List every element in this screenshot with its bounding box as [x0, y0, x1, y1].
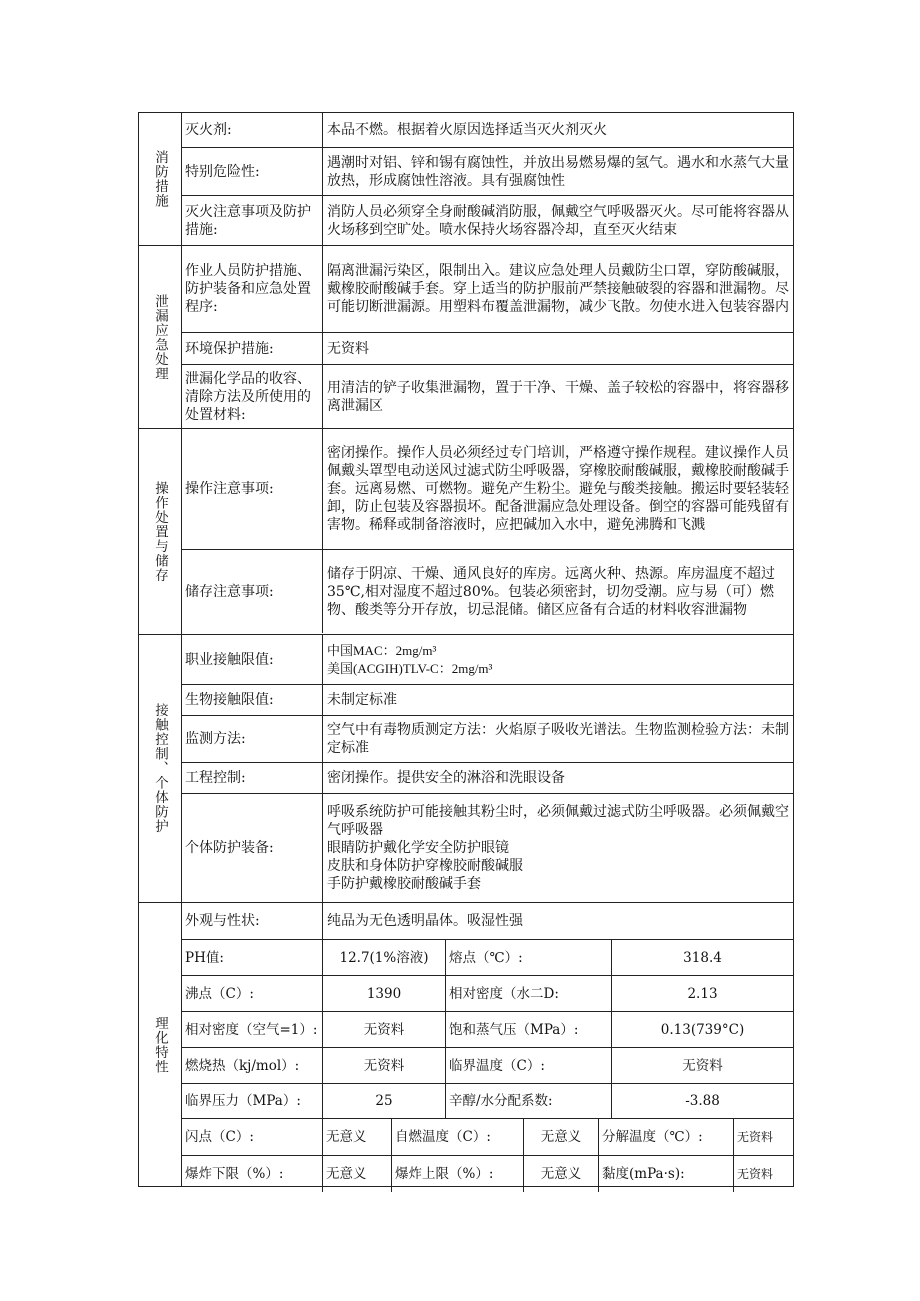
prop-label: 黏度(mPa·s): — [599, 1156, 734, 1192]
prop-label: 爆炸上限（%）: — [392, 1156, 524, 1192]
value-line: 中国MAC：2mg/m³ — [327, 642, 437, 658]
section-fire — [139, 113, 794, 246]
prop-value: 2.13 — [687, 985, 718, 1002]
prop-value: 无意义 — [323, 1119, 392, 1155]
section-handling — [139, 429, 794, 635]
section-exposure — [139, 635, 794, 903]
prop-label: 饱和蒸气压（MPa）: — [446, 1012, 612, 1047]
row-label: 特别危险性: — [182, 148, 323, 195]
row-value: 隔离泄漏污染区，限制出入。建议应急处理人员戴防尘口罩，穿防酸碱服，戴橡胶耐酸碱手套。穿上适当的防护服前严禁接触破裂的容器和泄漏物。尽可能切断泄漏源。用塑料布覆盖泄漏物，减少飞散。勿使水进入包装容器内 — [327, 263, 789, 315]
row-extinguishing-agent — [182, 113, 793, 148]
row-label: 储存注意事项: — [182, 550, 323, 633]
row-ppe — [182, 794, 793, 902]
prop-label: 闪点（C）: — [182, 1119, 323, 1155]
prop-pair-row — [182, 1012, 793, 1048]
row-label: 个体防护装备: — [182, 794, 323, 902]
value-line: 眼睛防护戴化学安全防护眼镜 — [327, 840, 509, 856]
prop-value: 无资料 — [737, 1167, 774, 1181]
section-properties — [139, 903, 794, 1187]
prop-label: 辛醇/水分配系数: — [446, 1084, 612, 1118]
row-label: 灭火注意事项及防护措施: — [182, 196, 323, 245]
row-value: 空气中有毒物质测定方法：火焰原子吸收光谱法。生物监测检验方法：未制定标准 — [327, 722, 789, 756]
row-value — [323, 794, 793, 902]
row-label: 职业接触限值: — [182, 635, 323, 684]
prop-value: 无意义 — [323, 1156, 392, 1192]
row-appearance — [182, 903, 793, 940]
prop-label: 爆炸下限（%）: — [182, 1156, 323, 1192]
prop-label: 相对密度（空气=1）: — [182, 1012, 323, 1047]
prop-label: 分解温度（℃）: — [599, 1119, 734, 1155]
row-environment-protection — [182, 333, 793, 365]
row-value: 消防人员必须穿全身耐酸碱消防服，佩戴空气呼吸器灭火。尽可能将容器从火场移到空旷处。喷水保持火场容器冷却，直至灭火结束 — [327, 203, 789, 238]
prop-label: 熔点（℃）: — [446, 940, 612, 975]
value-line: 美国(ACGIH)TLV-C：2mg/m³ — [327, 660, 493, 676]
row-special-hazard — [182, 148, 793, 196]
row-handling-precautions — [182, 429, 793, 550]
prop-pair-row — [182, 1084, 793, 1119]
prop-label: 沸点（C）: — [182, 976, 323, 1011]
row-personnel-protection — [182, 246, 793, 333]
prop-label: 自燃温度（C）: — [392, 1119, 524, 1155]
section-leak — [139, 246, 794, 429]
section-title-handling: 操作处置与储存 — [139, 429, 182, 634]
prop-value: 无资料 — [323, 1012, 446, 1047]
prop-label: 燃烧热（kj/mol）: — [182, 1048, 323, 1083]
section-rows — [182, 246, 793, 428]
prop-value: 无资料 — [737, 1130, 774, 1144]
row-value: 本品不燃。根据着火原因选择适当灭火剂灭火 — [327, 122, 607, 138]
prop-value: 12.7(1%溶液) — [323, 940, 446, 975]
section-rows — [182, 113, 793, 245]
prop-value: 318.4 — [683, 949, 722, 966]
prop-label: PH值: — [182, 940, 323, 975]
row-label: 工程控制: — [182, 763, 323, 793]
row-label: 操作注意事项: — [182, 429, 323, 549]
row-value: 无资料 — [327, 340, 369, 357]
section-title-fire: 消防措施 — [139, 113, 182, 245]
row-label: 灭火剂: — [182, 113, 323, 147]
row-value: 密闭操作。提供安全的淋浴和洗眼设备 — [327, 770, 565, 786]
msds-table — [138, 112, 794, 1187]
prop-triple-row — [182, 1156, 793, 1192]
prop-pair-row — [182, 1048, 793, 1084]
row-value: 用清洁的铲子收集泄漏物，置于干净、干燥、盖子较松的容器中，将容器移离泄漏区 — [327, 379, 789, 414]
prop-value: 25 — [323, 1084, 446, 1118]
prop-value: -3.88 — [685, 1093, 720, 1109]
row-occupational-limits — [182, 635, 793, 685]
row-value — [323, 635, 793, 684]
value-line: 呼吸系统防护可能接触其粉尘时，必须佩戴过滤式防尘呼吸器。必须佩戴空气呼吸器 — [327, 804, 789, 838]
row-value: 遇潮时对铝、锌和锡有腐蚀性，并放出易燃易爆的氢气。遇水和水蒸气大量放热，形成腐蚀性溶液。具有强腐蚀性 — [327, 154, 789, 189]
row-biological-limits — [182, 685, 793, 716]
prop-pair-row — [182, 940, 793, 976]
row-label: 生物接触限值: — [182, 685, 323, 715]
value-line: 手防护戴橡胶耐酸碱手套 — [327, 876, 481, 892]
prop-value: 无意义 — [524, 1119, 599, 1155]
row-value: 未制定标准 — [327, 692, 397, 708]
row-value: 储存于阴凉、干燥、通风良好的库房。远离火种、热源。库房温度不超过35℃,相对湿度不超过80%。包装必须密封，切勿受潮。应与易（可）燃物、酸类等分开存放，切忌混储。储区应备有合适的材料收容泄漏物 — [327, 565, 775, 618]
prop-value: 无资料 — [682, 1057, 723, 1074]
row-label: 泄漏化学品的收容、清除方法及所使用的处置材料: — [182, 365, 323, 428]
row-storage-precautions — [182, 550, 793, 633]
row-label: 外观与性状: — [182, 903, 323, 939]
prop-label: 临界温度（C）: — [446, 1048, 612, 1083]
row-value: 密闭操作。操作人员必须经过专门培训，严格遵守操作规程。建议操作人员佩戴头罩型电动送风过滤式防尘呼吸器，穿橡胶耐酸碱服，戴橡胶耐酸碱手套。远离易燃、可燃物。避免产生粉尘。避免与酸类接触。搬运时要轻装轻卸，防止包装及容器损坏。配备泄漏应急处理设备。倒空的容器可能残留有害物。稀释或制备溶液时，应把碱加入水中，避免沸腾和飞溅 — [327, 445, 789, 533]
section-title-exposure: 接触控制、个体防护 — [139, 635, 182, 902]
section-title-leak: 泄漏应急处理 — [139, 246, 182, 428]
row-containment-cleanup — [182, 365, 793, 428]
row-monitoring-method — [182, 716, 793, 763]
row-label: 监测方法: — [182, 716, 323, 762]
row-engineering-control — [182, 763, 793, 794]
prop-value: 无意义 — [524, 1156, 599, 1192]
row-label: 作业人员防护措施、防护装备和应急处置程序: — [182, 246, 323, 332]
value-line: 皮肤和身体防护穿橡胶耐酸碱服 — [327, 858, 523, 874]
row-firefighting-precautions — [182, 196, 793, 245]
prop-pair-row — [182, 976, 793, 1012]
section-rows — [182, 903, 793, 1186]
prop-value: 1390 — [323, 976, 446, 1011]
row-value: 纯品为无色透明晶体。吸湿性强 — [327, 913, 523, 929]
prop-value: 0.13(739°C) — [660, 1021, 745, 1038]
prop-triple-row — [182, 1119, 793, 1156]
section-rows — [182, 429, 793, 634]
section-rows — [182, 635, 793, 902]
prop-value: 无资料 — [323, 1048, 446, 1083]
prop-label: 临界压力（MPa）: — [182, 1084, 323, 1118]
section-title-properties: 理化特性 — [139, 903, 182, 1186]
row-label: 环境保护措施: — [182, 333, 323, 364]
prop-label: 相对密度（水二D: — [446, 976, 612, 1011]
